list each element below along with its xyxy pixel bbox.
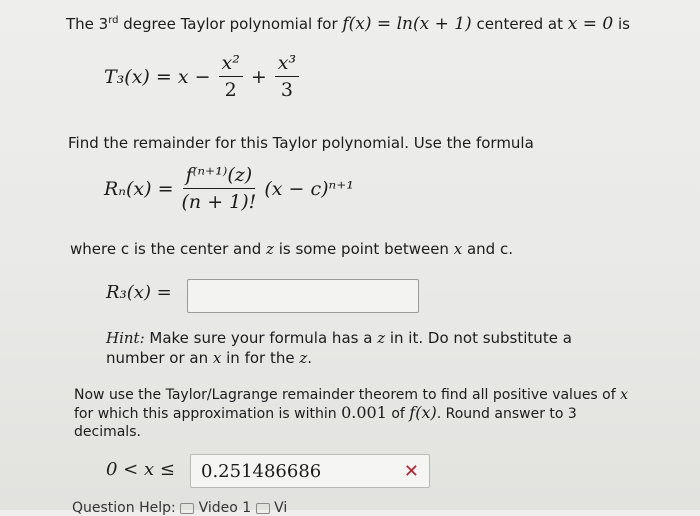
r3-label: R₃(x) =	[106, 282, 172, 303]
lagrange-x: x	[620, 387, 629, 403]
remainder-formula	[104, 164, 354, 213]
lagrange-text-2c: . Round answer to 3	[436, 406, 577, 422]
where-text-a: where	[70, 240, 121, 258]
intro-line	[66, 14, 630, 34]
incorrect-icon: ✕	[403, 460, 419, 482]
hint-text-2c: .	[307, 349, 313, 367]
term2-denominator: 2	[224, 79, 237, 101]
lagrange-text-2a: for which this approximation is within	[74, 406, 342, 422]
hint-text-2a: number or an	[106, 349, 213, 367]
intro-text-end: is	[613, 15, 630, 33]
inequality-answer-value: 0.251486686	[201, 460, 322, 482]
term-x-cubed	[275, 52, 299, 101]
formula-numerator: f⁽ⁿ⁺¹⁾(z)	[183, 164, 256, 189]
term3-numerator: x³	[275, 52, 299, 77]
where-c: c	[120, 240, 130, 258]
hint-text-1b: in it. Do not substitute a	[385, 329, 572, 347]
question-help	[72, 500, 287, 516]
lagrange-prompt	[74, 386, 628, 441]
taylor-polynomial	[104, 52, 299, 101]
hint-z2: z	[299, 349, 308, 367]
video-1-link[interactable]: Video 1	[198, 500, 252, 516]
formula-lhs: Rₙ(x) =	[104, 177, 174, 200]
lagrange-fx: f(x)	[409, 403, 437, 422]
where-c2: c	[499, 240, 509, 258]
video-icon	[180, 503, 194, 514]
hint-text	[106, 328, 572, 368]
question-help-label: Question Help:	[72, 500, 176, 516]
where-text-b: is the center and	[129, 240, 267, 258]
formula-fraction	[182, 164, 257, 213]
term2-numerator: x²	[219, 52, 243, 77]
where-x: x	[453, 240, 463, 258]
remainder-prompt: Find the remainder for this Taylor polynomial. Use the formula	[68, 134, 534, 152]
term3-denominator: 3	[280, 79, 293, 101]
center-expression: x = 0	[567, 14, 614, 34]
video-2-link[interactable]: Vi	[274, 500, 288, 516]
hint-text-2b: in for the	[221, 349, 300, 367]
video-icon-2	[256, 503, 270, 514]
formula-denominator: (n + 1)!	[181, 191, 257, 213]
where-text-f: .	[508, 240, 513, 258]
intro-text: The 3	[66, 15, 109, 33]
plus-sign: +	[250, 65, 267, 88]
hint-z: z	[377, 329, 386, 347]
lagrange-text-2b: of	[386, 406, 410, 422]
intro-text-mid: degree Taylor polynomial for	[118, 15, 343, 33]
hint-text-1a: Make sure your formula has a	[144, 329, 378, 347]
where-line	[70, 240, 513, 258]
tolerance-value: 0.001	[341, 403, 387, 422]
where-text-e: and	[462, 240, 500, 258]
lagrange-text-3: decimals.	[74, 424, 141, 440]
hint-label: Hint:	[106, 329, 145, 347]
intro-text-centered: centered at	[471, 15, 568, 33]
r3-answer-input[interactable]	[187, 279, 419, 313]
ordinal-suffix: rd	[108, 15, 119, 26]
polynomial-lhs: T₃(x) = x −	[104, 65, 211, 88]
inequality-label: 0 < x ≤	[106, 459, 175, 480]
term-x-squared	[219, 52, 243, 101]
where-z: z	[266, 240, 274, 258]
lagrange-text-1: Now use the Taylor/Lagrange remainder theorem to find all positive values of	[74, 387, 621, 403]
function-expression: f(x) = ln(x + 1)	[342, 14, 472, 34]
formula-power-term: (x − c)ⁿ⁺¹	[264, 177, 354, 200]
inequality-answer-input[interactable]	[190, 454, 430, 488]
where-text-d: is some point between	[273, 240, 454, 258]
hint-x: x	[212, 349, 222, 367]
